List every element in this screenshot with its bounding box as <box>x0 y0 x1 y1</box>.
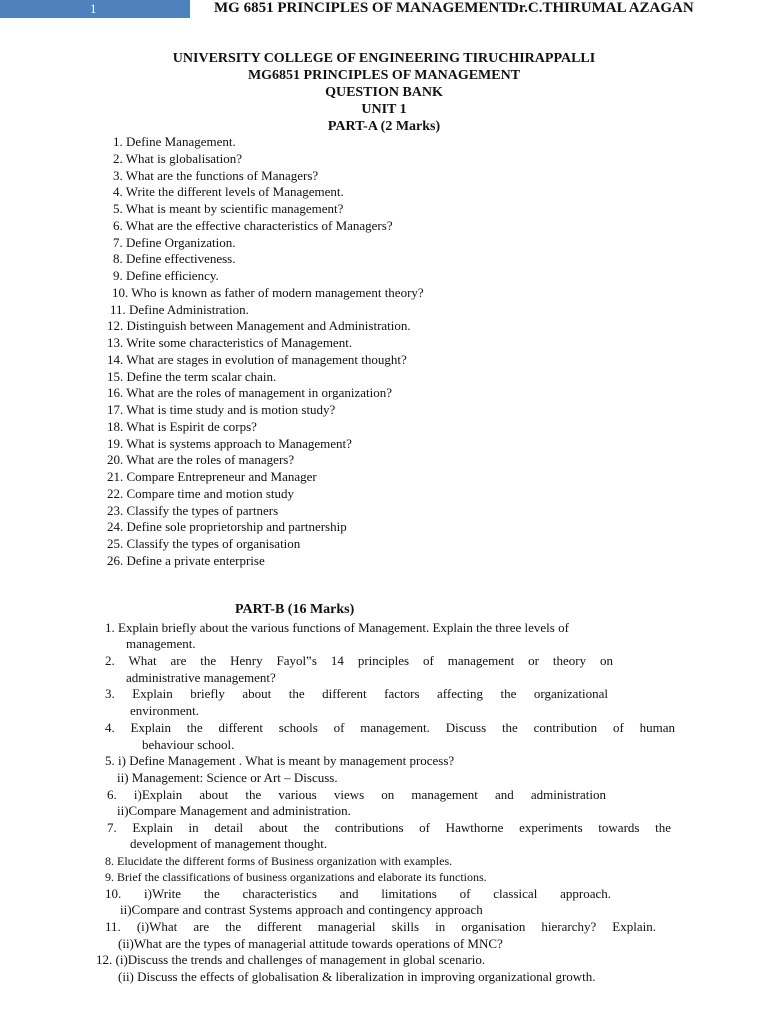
list-item: 6. What are the effective characteristics of Managers? <box>113 218 393 233</box>
list-item: 3. What are the functions of Managers? <box>113 168 319 183</box>
list-item-sub: ii) Management: Science or Art – Discuss. <box>117 770 338 785</box>
list-item: 24. Define sole proprietorship and partnership <box>107 519 347 534</box>
list-item: 23. Classify the types of partners <box>107 503 279 518</box>
list-item: 20. What are the roles of managers? <box>107 452 295 467</box>
list-item: 22. Compare time and motion study <box>107 486 295 501</box>
list-item: 8. Elucidate the different forms of Business organization with examples. <box>105 854 453 868</box>
part-b-title: PART-B (16 Marks) <box>235 602 355 617</box>
list-item: 4. Write the different levels of Management. <box>113 184 344 199</box>
list-item-continuation: development of management thought. <box>130 836 328 851</box>
list-item: 7. Define Organization. <box>113 235 236 250</box>
unit-title: UNIT 1 <box>361 102 407 117</box>
list-item: 10. Who is known as father of modern management theory? <box>112 285 424 300</box>
list-item: 8. Define effectiveness. <box>113 251 236 266</box>
list-item: 25. Classify the types of organisation <box>107 536 301 551</box>
list-item-continuation: behaviour school. <box>142 737 235 752</box>
course-title: MG6851 PRINCIPLES OF MANAGEMENT <box>247 68 521 83</box>
list-item-continuation: administrative management? <box>126 670 276 685</box>
document-titles <box>0 50 768 135</box>
list-item: 14. What are stages in evolution of management thought? <box>107 352 407 367</box>
list-item-sub: ii)Compare Management and administration. <box>117 803 351 818</box>
list-item: 9. Brief the classifications of business organizations and elaborate its functions. <box>105 870 487 884</box>
list-item: 10. i)Write the characteristics and limitations of classical approach. <box>105 886 611 901</box>
list-item: 15. Define the term scalar chain. <box>107 369 277 384</box>
page-number-box <box>0 0 190 18</box>
college-title: UNIVERSITY COLLEGE OF ENGINEERING TIRUCHIRAPPALLI <box>172 51 596 66</box>
list-item: 4. Explain the different schools of management. Discuss the contribution of human <box>105 720 675 735</box>
list-item: 9. Define efficiency. <box>113 268 219 283</box>
list-item: 12. Distinguish between Management and Administration. <box>107 318 411 333</box>
list-item: 2. What are the Henry Fayol‟s 14 principles of management or theory on <box>105 653 613 668</box>
part-a-title: PART-A (2 Marks) <box>327 119 441 134</box>
list-item: 13. Write some characteristics of Management. <box>107 335 353 350</box>
page-number: 1 <box>90 1 97 16</box>
list-item: 2. What is globalisation? <box>113 151 243 166</box>
list-item: 11. Define Administration. <box>110 302 249 317</box>
list-item: 3. Explain briefly about the different factors affecting the organizational <box>105 686 608 701</box>
list-item: 5. i) Define Management . What is meant by management process? <box>105 753 455 768</box>
list-item-sub: (ii) Discuss the effects of globalisation & liberalization in improving organizational growth. <box>118 969 596 984</box>
list-item: 12. (i)Discuss the trends and challenges of management in global scenario. <box>96 952 486 967</box>
list-item: 26. Define a private enterprise <box>107 553 265 568</box>
list-item: 21. Compare Entrepreneur and Manager <box>107 469 317 484</box>
list-item: 17. What is time study and is motion study? <box>107 402 336 417</box>
list-item-sub: ii)Compare and contrast Systems approach and contingency approach <box>120 902 483 917</box>
list-item: 19. What is systems approach to Management? <box>107 436 352 451</box>
list-item: 1. Define Management. <box>113 134 236 149</box>
list-item: 5. What is meant by scientific management? <box>113 201 344 216</box>
header-course-title: MG 6851 PRINCIPLES OF MANAGEMENT <box>214 0 510 16</box>
list-item: 18. What is Espirit de corps? <box>107 419 257 434</box>
list-item-continuation: environment. <box>130 703 199 718</box>
page-header <box>0 0 768 18</box>
doc-title: QUESTION BANK <box>325 85 443 100</box>
list-item: 7. Explain in detail about the contributions of Hawthorne experiments towards the <box>107 820 671 835</box>
header-author: Dr.C.THIRUMAL AZAGAN <box>508 0 694 16</box>
list-item-continuation: management. <box>126 636 196 651</box>
list-item: 16. What are the roles of management in organization? <box>107 385 393 400</box>
list-item: 11. (i)What are the different managerial skills in organisation hierarchy? Explain. <box>105 919 656 934</box>
list-item-sub: (ii)What are the types of managerial attitude towards operations of MNC? <box>118 936 503 951</box>
list-item: 1. Explain briefly about the various functions of Management. Explain the three levels of <box>105 620 569 635</box>
list-item: 6. i)Explain about the various views on management and administration <box>107 787 606 802</box>
